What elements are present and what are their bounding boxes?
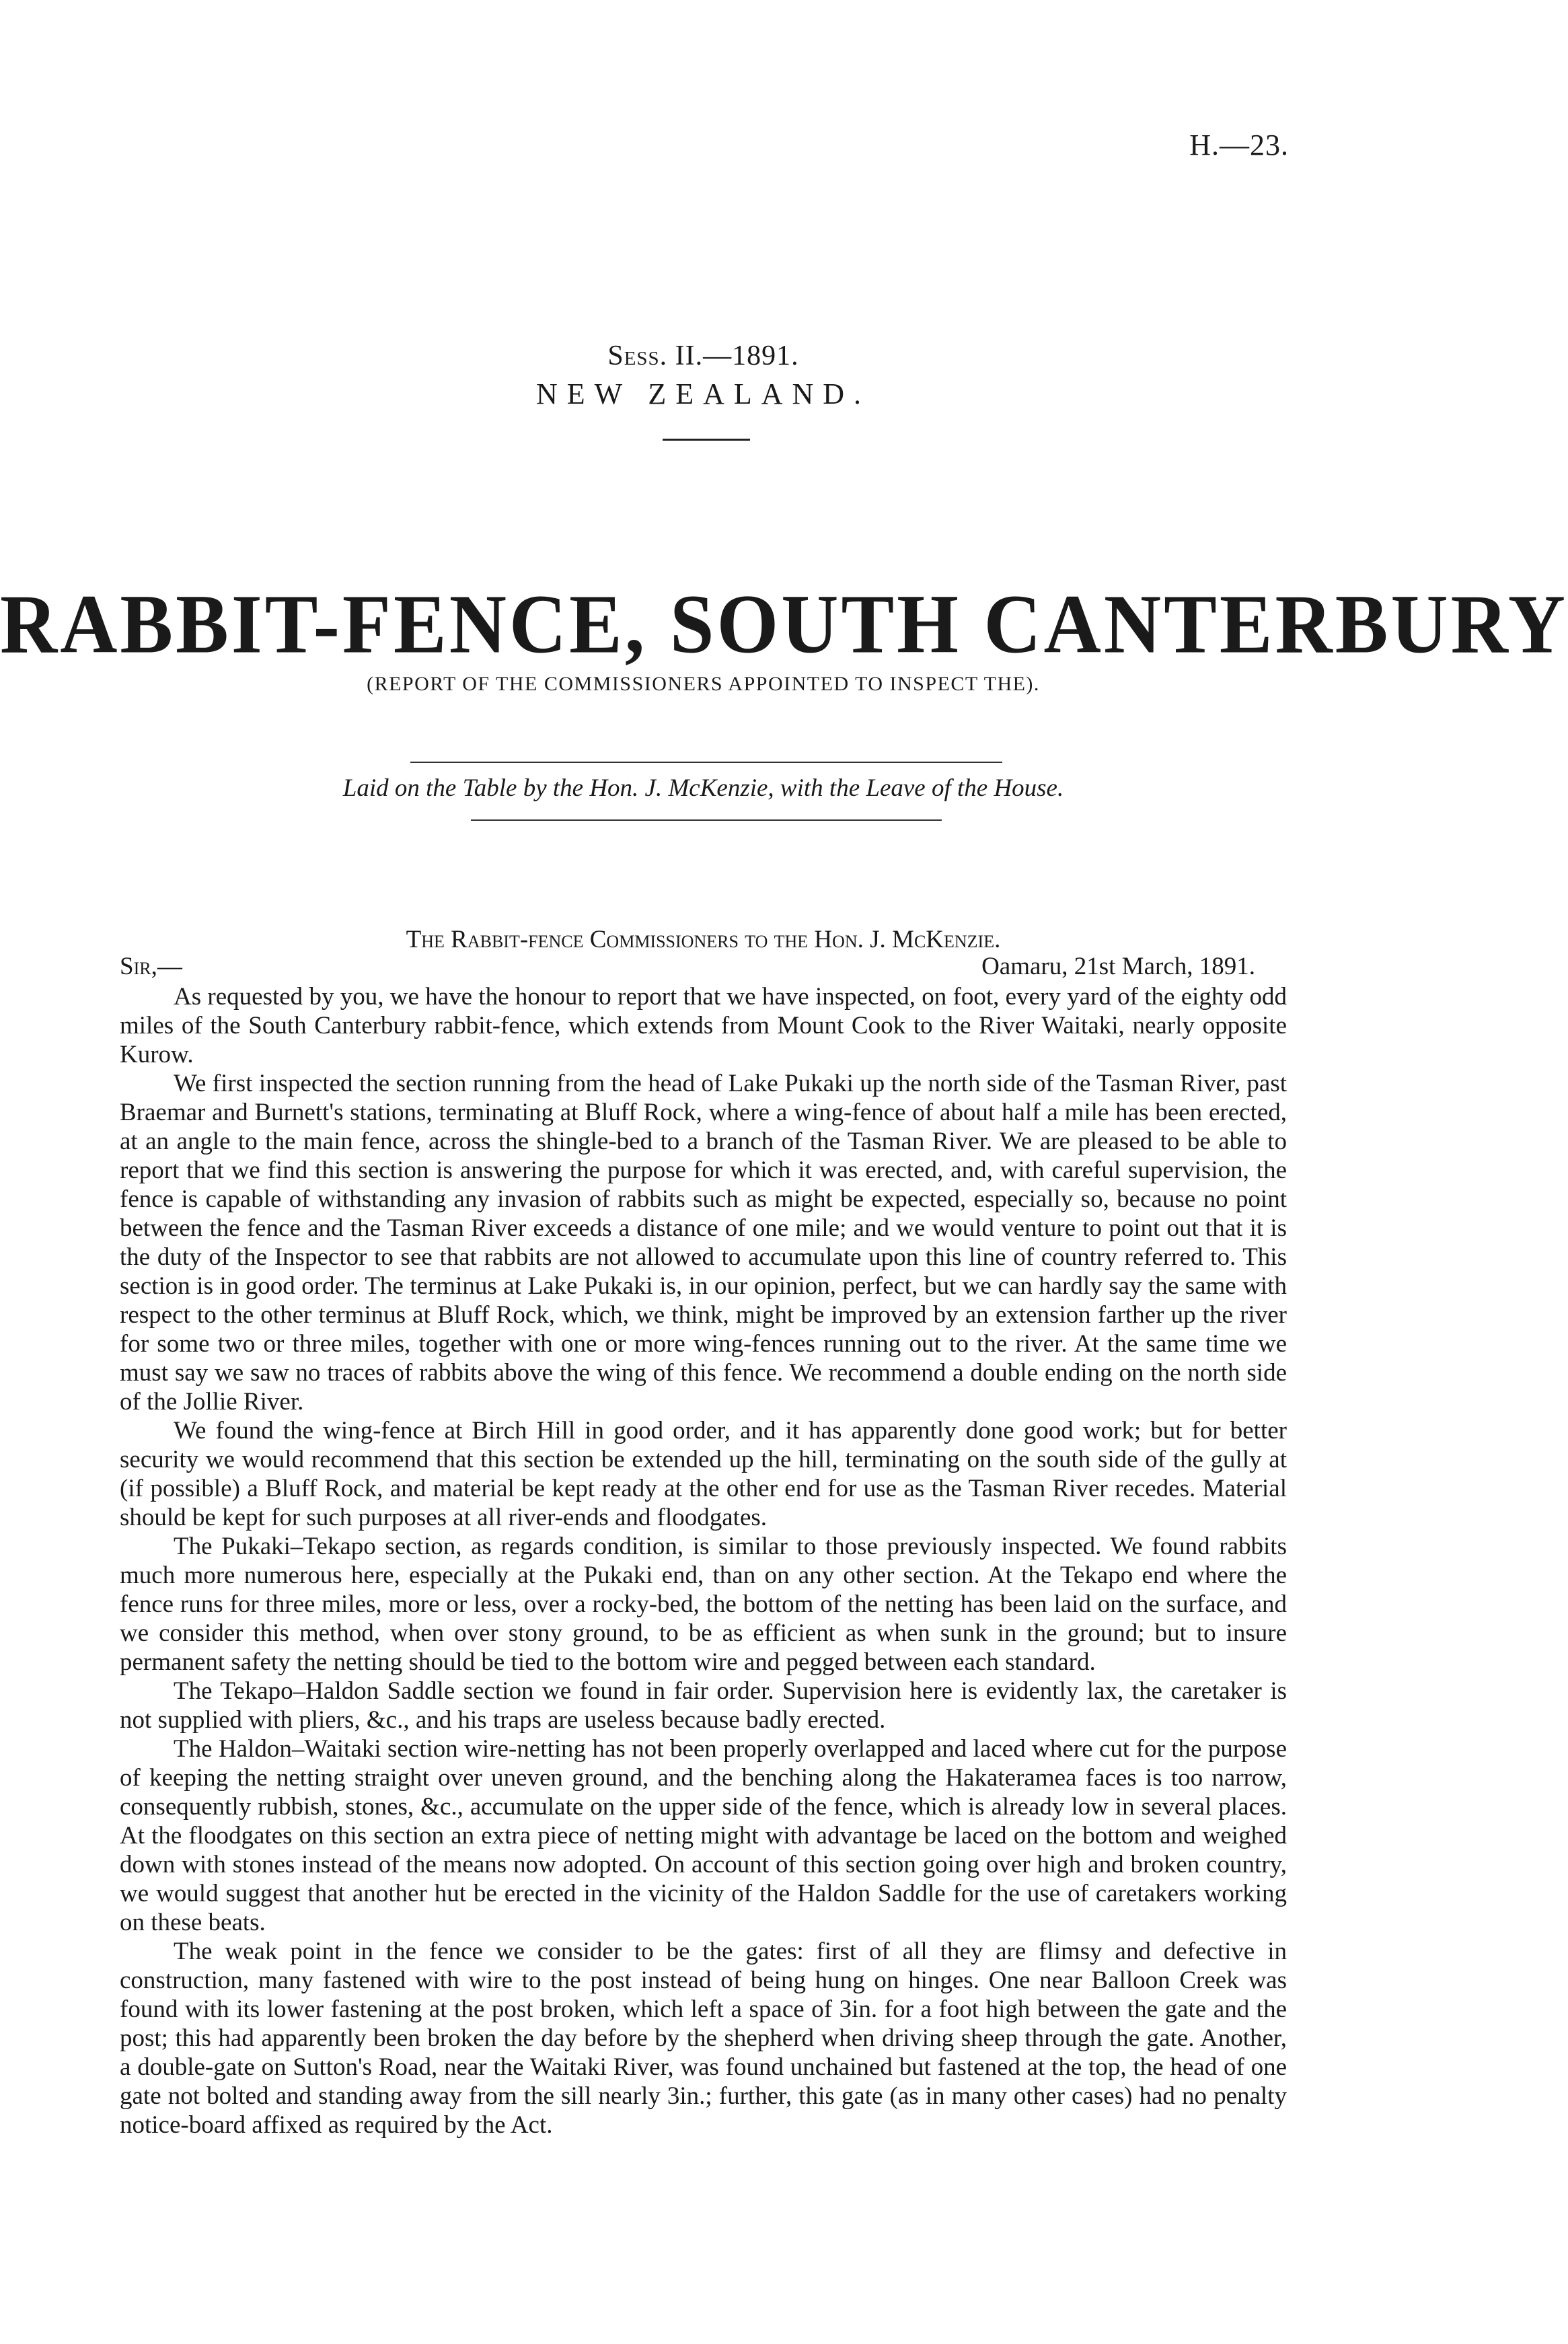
country-line: NEW ZEALAND.	[535, 377, 871, 410]
divider-bottom	[471, 819, 942, 821]
laid-on-table-note: Laid on the Table by the Hon. J. McKenzie, with the Leave of the House.	[342, 774, 1064, 802]
paragraph-7: The weak point in the fence we consider to be the gates: first of all they are flimsy and defective in construction, many fastened with wire to the post instead of being hung on hinges. One near Balloon Creek was found with its lower fastening at the post broken, which left a space of 3in. for a foot high between the gate and the post; this had apparently been broken the day before by the shepherd when driving sheep through the gate. Another, a double-gate on Sutton's Road, near the Waitaki River, was found unchained but fastened at the top, the head of one gate not bolted and standing away from the sill nearly 3in.; further, this gate (as in many other cases) had no penalty notice-board affixed as required by the Act.	[120, 1938, 1287, 2139]
subtitle: (REPORT OF THE COMMISSIONERS APPOINTED TO INSPECT THE).	[367, 673, 1040, 695]
paragraph-6: The Haldon–Waitaki section wire-netting has not been properly overlapped and laced where cut for the purpose of keeping the netting straight over uneven ground, and the benching along the Hakateramea faces is too narrow, consequently rubbish, stones, &c., accumulate on the upper side of the fence, which is already low in several places. At the floodgates on this section an extra piece of netting might with advantage be laced on the bottom and weighed down with stones instead of the means now adopted. On account of this section going over high and broken country, we would suggest that another hut be erected in the vicinity of the Haldon Saddle for the use of caretakers working on these beats.	[120, 1735, 1287, 1936]
paragraph-4: The Pukaki–Tekapo section, as regards condition, is similar to those previously inspected. We found rabbits much more numerous here, especially at the Pukaki end, than on any other section. At the Tekapo end where the fence runs for three miles, more or less, over a rocky-bed, the bottom of the netting has been laid on the surface, and we consider this method, when over stony ground, to be as efficient as when sunk in the ground; but to insure permanent safety the netting should be tied to the bottom wire and pegged between each standard.	[120, 1533, 1287, 1676]
page-reference: H.—23.	[1189, 129, 1289, 161]
letter-body	[120, 982, 1287, 2139]
letter-place-date: Oamaru, 21st March, 1891.	[981, 953, 1255, 980]
paragraph-2: We first inspected the section running from the head of Lake Pukaki up the north side of the Tasman River, past Braemar and Burnett's stations, terminating at Bluff Rock, where a wing-fence of about half a mile has been erected, at an angle to the main fence, across the shingle-bed to a branch of the Tasman River. We are pleased to be able to report that we find this section is answering the purpose for which it was erected, and, with careful supervision, the fence is capable of withstanding any invasion of rabbits such as might be expected, especially so, because no point between the fence and the Tasman River exceeds a distance of one mile; and we would venture to point out that it is the duty of the Inspector to see that rabbits are not allowed to accumulate upon this line of country referred to. This section is in good order. The terminus at Lake Pukaki is, in our opinion, perfect, but we can hardly say the same with respect to the other terminus at Bluff Rock, which, we think, might be improved by an extension farther up the river for some two or three miles, together with one or more wing-fences running out to the river. At the same time we must say we saw no traces of rabbits above the wing of this fence. We recommend a double ending on the north side of the Jollie River.	[120, 1070, 1287, 1416]
session-line: Sess. II.—1891.	[607, 340, 799, 371]
divider-top	[410, 762, 1002, 763]
main-title: RABBIT-FENCE, SOUTH CANTERBURY	[0, 577, 1568, 671]
letter-addressee: The Rabbit-fence Commissioners to the Hon. J. McKenzie.	[406, 926, 1001, 953]
paragraph-3: We found the wing-fence at Birch Hill in good order, and it has apparently done good work; but for better security we would recommend that this section be extended up the hill, terminating on the south side of the gully at (if possible) a Bluff Rock, and material be kept ready at the other end for use as the Tasman River recedes. Material should be kept for such purposes at all river-ends and floodgates.	[120, 1417, 1287, 1531]
letter-salutation: Sir,—	[120, 953, 182, 980]
paragraph-5: The Tekapo–Haldon Saddle section we found in fair order. Supervision here is evidently lax, the caretaker is not supplied with pliers, &c., and his traps are useless because badly erected.	[120, 1677, 1287, 1734]
short-divider	[663, 439, 750, 441]
paragraph-1: As requested by you, we have the honour to report that we have inspected, on foot, every yard of the eighty odd miles of the South Canterbury rabbit-fence, which extends from Mount Cook to the River Waitaki, nearly opposite Kurow.	[120, 983, 1287, 1068]
